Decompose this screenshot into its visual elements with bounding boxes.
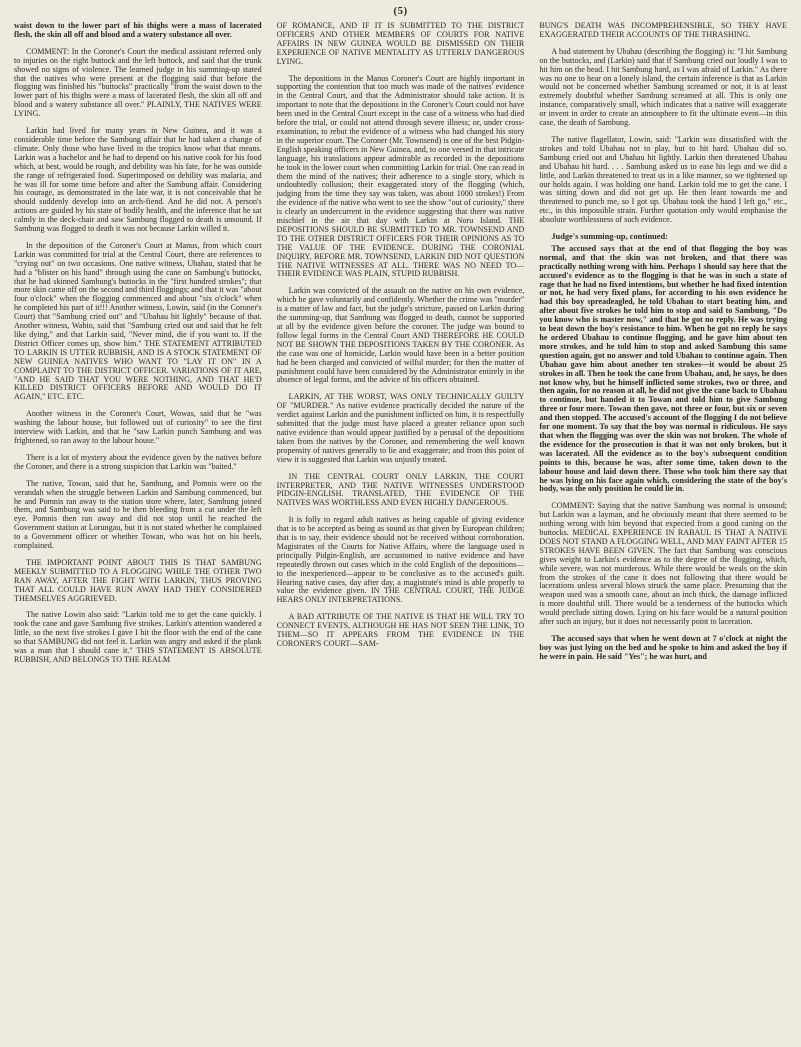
paragraph: THE IMPORTANT POINT ABOUT THIS IS THAT SAMBUNG MEEKLY SUBMITTED TO A FLOGGING WHILE THE OTHER TWO RAN AWAY, AFTER THE FIGHT WITH LARKIN, THUS PROVING THAT ALL COULD HAVE RUN AWAY HAD THEY CONSIDERED THEMSELVES AGGRIEVED.	[14, 557, 262, 603]
paragraph: Larkin had lived for many years in New Guinea, and it was a considerable time before the Sambung affair that he had taken a change of climate. Only those who have lived in the tropics know what that means. Larkin was a bachelor and he had to depend on his native cook for his food which, at best, would be rough, and debility was his fate, for he was outside the range of refrigerated food. Superimposed on debility was malaria, and he was ill for some time before and after the Sambung affair. Considering his courage, as demonstrated in the late war, it is not conceivable that he should suddenly develop into an arch-fiend. And he did not. A person's actions are guided by his state of bodily health, and the inference that he sat calmly in the deck-chair and saw Sambung flogged to death is unsound. If Sambung was flogged to death it was not because Larkin willed it.	[14, 126, 262, 234]
paragraph: LARKIN, AT THE WORST, WAS ONLY TECHNICALLY GUILTY OF "MURDER." As native evidence practically decided the nature of the verdict against Larkin and the punishment inflicted on him, it is respectfully submitted that the judge must have placed a greater reliance upon such native evidence than would appear justified by a perusal of the depositions taken from the natives by the Coroner, and remembering the well known propensity of natives generally to lie and exaggerate; and from this point of view it is suggested that Larkin was unjustly treated.	[276, 392, 525, 464]
text-columns	[14, 22, 787, 1042]
paragraph: OF ROMANCE, AND IF IT IS SUBMITTED TO THE DISTRICT OFFICERS AND OTHER MEMBERS OF COURTS FOR NATIVE AFFAIRS IN NEW GUINEA WOULD BE DISMISSED ON THEIR EXPERIENCE OF NATIVE MENTALITY AS UTTERLY DANGEROUS LYING.	[276, 22, 525, 66]
paragraph: Another witness in the Coroner's Court, Wowas, said that he "was washing the labour house, but followed out of curiosity" to see the first interview with Larkin, and that he "saw Larkin punch Sambung and was frightened, so ran away to the labour house."	[14, 409, 262, 445]
paragraph: IN THE CENTRAL COURT ONLY LARKIN, THE COURT INTERPRETER, AND THE NATIVE WITNESSES UNDERSTOOD PIDGIN-ENGLISH. TRANSLATED, THE EVIDENCE OF THE NATIVES WAS WORTHLESS AND EVEN HIGHLY DANGEROUS.	[276, 471, 525, 508]
paragraph: It is folly to regard adult natives as being capable of giving evidence that is to be accepted as being as sound as that given by European children; that is to say, their evidence should not be received without corroboration. Magistrates of the Courts for Native Affairs, where the language used is principally Pidgin-English, are accustomed to native evidence and have repeatedly thrown out cases which in the cold English of the depositions—to the inexperienced—appear to be conclusive as to the accused's guilt. Hearing native cases, day after day, a magistrate's mind is able properly to value the evidence given. IN THE CENTRAL COURT, THE JUDGE HEARS ONLY INTERPRETATIONS.	[276, 515, 525, 605]
column-2	[277, 22, 525, 1042]
paragraph: COMMENT: Saying that the native Sambung was normal is unsound; but Larkin was a layman, and he obviously meant that there seemed to be nothing wrong with him beyond that expected from a good caning on the buttocks. MEDICAL EXPERIENCE IN RABAUL IS THAT A NATIVE DOES NOT STAND A FLOGGING WELL, AND MAY FAINT AFTER 15 STROKES HAVE BEEN GIVEN. The fact that Sambung was conscious gives weight to Larkin's evidence as to the degree of the flogging, which, while severe, was not murderous. While there would be weals on the skin from the strokes of the cane it does not following that there would be lacerations unless several blows struck the same place. Presuming that the weapon used was a smooth cane, about an inch thick, the damage inflicted is more doubtful still. There would be a tenderness of the buttocks which would preclude sitting down. Lying on his face would be a natural position after such an injury, but it does not necessarily point to laceration.	[539, 501, 787, 627]
section-heading: Judge's summing-up, continued:	[551, 232, 668, 242]
paragraph: A BAD ATTRIBUTE OF THE NATIVE IS THAT HE WILL TRY TO CONNECT EVENTS, ALTHOUGH HE HAS NOT SEEN THE LINK, TO THEM—SO IT APPEARS FROM THE EVIDENCE IN THE CORONER'S COURT—SAM-	[276, 612, 525, 648]
page-number: (5)	[393, 5, 408, 17]
paragraph: The native flagellator, Lowin, said: "Larkin was dissatisfied with the strokes and told Ubahau not to play, but to hit hard. Ubahau did so. Sambung cried out and Ubahau hit lightly. Larkin then threatened Ubahau and Ubahau hit hard. . . . Sambung asked us to ease his legs and we did a little, and Larkin threatened to treat us in a like manner, so we tightened up our holds again. I was holding one hand. Larkin told me to get the cane. I was sitting down and did not get up. He then leant towards me and threatened to punch me, so I got up. Ubahau took the hand I left go," etc., etc., in this impossible strain. Further quotation only would emphasise the absolute worthlessness of such evidence.	[539, 134, 787, 225]
paragraph: The depositions in the Manus Coroner's Court are highly important in supporting the contention that too much was made of the natives' evidence in the Central Court, and that the Administrator should take action. It is important to note that the depositions in the Coroner's Court could not have been used in the Central Court except in the case of a witness who had died before the trial, or could not attend through severe illness; or, under cross-examination, to rebut the evidence of a witness who had changed his story in the superior court. The Coroner (Mr. Townsend) is one of the best Pidgin-English speaking officers in New Guinea, and, to one versed in that intricate language, his translations appear admirable as recorded in the depositions he took in the lower court when committing Larkin for trial. One can read in them the mind of the natives; their adherence to a single story, which is undoubtedly collusion; their exaggerated story of the flogging (which, judging from the time they say was taken, was about 1000 strokes!) From the evidence of the native who went to see the show "out of curiosity," there is clearly an undercurrent in the evidence suggesting that there was native mischief in the air that day with Larkin at Noru Island. THE DEPOSITIONS SHOULD BE SUBMITTED TO MR. TOWNSEND AND TO THE OTHER DISTRICT OFFICERS FOR THEIR OPINIONS AS TO THE VALUE OF THE EVIDENCE. DURING THE CORONIAL INQUIRY, BEFORE MR. TOWNSEND, LARKIN DID NOT QUESTION THE NATIVE WITNESSES AT ALL. THERE WAS NO NEED TO—THEIR EVIDENCE WAS PLAIN, STUPID RUBBISH.	[276, 73, 525, 279]
column-1	[14, 22, 262, 1042]
column-3	[539, 22, 787, 1042]
paragraph: COMMENT: In the Coroner's Court the medical assistant referred only to injuries on the right buttock and the left buttock, and said that the trunk showed no signs of violence. The learned judge in his summing-up stated that the natives who were present at the flogging said that before the flogging was finished his "buttocks" practically "from the waist down to the lower part of his thighs were a mass of lacerated flesh, the skin all off and blood and a watery substance all over." PLAINLY, THE NATIVES WERE LYING.	[14, 46, 262, 119]
paragraph: The accused says that at the end of that flogging the boy was normal, and that the skin was not broken, and that there was practically nothing wrong with him. Perhaps I should say here that the accused's evidence as to the flogging is that he was in such a state of rage that he had no fixed intentions, but whether he had fixed intention or not, he had very fixed plans, for according to his own evidence he had this boy spreadeagled, he told Ubahau to start beating him, and after about five strokes he told him to stop and said to Sambung, "Do you know who is master now," and that he got no reply. He was trying to beat down the boy's resistance to him. When he got no reply he says he ordered Ubahau to continue flogging, and he gave him about ten more strokes, and he told him to stop and asked Sambung this same question again, got no answer and told Ubahau to continue again. Then Ubahau gave him about another ten strokes—it would be about 25 strokes in all. Then he took the cane from Ubahau, and, he says, he does not know why, but he himself inflicted some strokes, two or three, and then again, for no reason at all, he did not give the cane back to Ubahau to continue, but handed it to Towan and told him to give Sambung three or four more. Towan then gave, not three or four, but six or seven and then stopped. The accused's account of the flogging I do not believe for one moment. To say that the boy was normal is ridiculous. He says that when the flogging was over the skin was not broken. The whole of the evidence for the prosecution is that it was not only broken, but it was lacerated. All the evidence as to the boy's subsequent condition points to this, because he was, after some time, taken down to the labour house and laid down there. Those who took him there say that he was lying on his face again which, considering the state of the boy's body, was the only position he could lie in.	[539, 243, 787, 494]
paragraph: Larkin was convicted of the assault on the native on his own evidence, which he gave voluntarily and confidently. Whether the crime was "murder" is a matter of law and fact, but the judge's stricture, passed on Larkin during the summing-up, that Sambung was flogged to death, cannot be supported at all by the evidence given before the coroner. The judge was bound to follow legal forms in the Central Court AND THEREFORE HE COULD NOT BE SHOWN THE DEPOSITIONS TAKEN BY THE CORONER. As the case was one of homicide, Larkin would have been in a better position had he been charged and convicted of wilful murder; for then the matter of punishment could have been considered by the Administrator entirely in the absence of legal forms, and the advice of his officers obtained.	[276, 286, 525, 385]
paragraph: BUNG'S DEATH WAS INCOMPREHENSIBLE, SO THEY HAVE EXAGGERATED THEIR ACCOUNTS OF THE THRASHING.	[539, 22, 787, 39]
paragraph: A bad statement by Ubahau (describing the flogging) is: "I hit Sambung on the buttocks, and (Larkin) said that if Sambung cried out loudly I was to hit him on the head. I hit Sambung hard, as I was afraid of Larkin." As there was no one to hear on a lonely island, the certain inference is that as Larkin would not be concerned whether Sambung screamed or not, it is at least extremely doubtful whether Sambung screamed at all. This is only one instance, comparatively small, which indicates that a native will exaggerate or invent in order to create an atmosphere to fit the ultimate event—in this case, the death of Sambung.	[539, 46, 787, 128]
paragraph: The accused says that when he went down at 7 o'clock at night the boy was just lying on the bed and he spoke to him and asked the boy if he were in pain. He said "Yes"; he was hurt, and	[539, 634, 787, 661]
paragraph: The native Lowin also said: "Larkin told me to get the cane quickly. I took the cane and gave Sambung five strokes. Larkin's attention wandered a little, so the next five strokes I gave I hit the floor with the end of the cane so that SAMBUNG did not feel it. Larkin was angry and asked if the plank was a man that I should cane it." THIS STATEMENT IS ABSOLUTE RUBBISH, AND BELONGS TO THE REALM	[14, 610, 262, 664]
paragraph: There is a lot of mystery about the evidence given by the natives before the Coroner, and there is a strong suspicion that Larkin was "baited."	[14, 452, 262, 471]
paragraph: In the deposition of the Coroner's Court at Manus, from which court Larkin was committed for trial at the Central Court, there are references to "crying out" on two occasions. One native witness, Ubahau, stated that he had a "blister on his hand" through using the cane on Sambung's buttocks, that he had skinned Sambung's buttocks in the "first hundred strokes"; that more skin came off on the second and third floggings; and that it was "about four o'clock" when the flogging commenced and about "six o'clock" when he completed his part of it!!! Another witness, Lowin, said (in the Coroner's Court) that "Sambung cried out" and "Ubahau hit lightly" because of that. Another witness, Wabio, said that "Sambung cried out and said that he felt like dying," and that Larkin said, "Never mind, die if you want to. If the District Officer comes up, show him." THE STATEMENT ATTRIBUTED TO LARKIN IS UTTER RUBBISH, AND IS A STOCK STATEMENT OF NEW GUINEA NATIVES WHO WANT TO "LAY IT ON" IN A COMPLAINT TO THE DISTRICT OFFICER. VARIATIONS OF IT ARE, "AND HE SAID THAT YOU WERE NOTHING, AND THAT HE'D KILLED DISTRICT OFFICERS BEFORE AND WOULD DO IT AGAIN," ETC. ETC.	[14, 240, 262, 402]
paragraph: The native, Towan, said that he, Sambung, and Pomnis were on the verandah when the struggle between Larkin and Sambung commenced, but he and Pomnis ran away to the station store where, later, Sambung joined them, and Sambung was said to be then bleeding from a cut under the left eye. Pomnis then ran away and did not stop until he reached the Government station at Lorungau, but it is not stated whether he complained to a Government officer or whether Towan, who was hot on his heels, complained.	[14, 478, 262, 551]
paragraph: waist down to the lower part of his thighs were a mass of lacerated flesh, the skin all off and blood and a watery substance all over.	[14, 22, 262, 39]
